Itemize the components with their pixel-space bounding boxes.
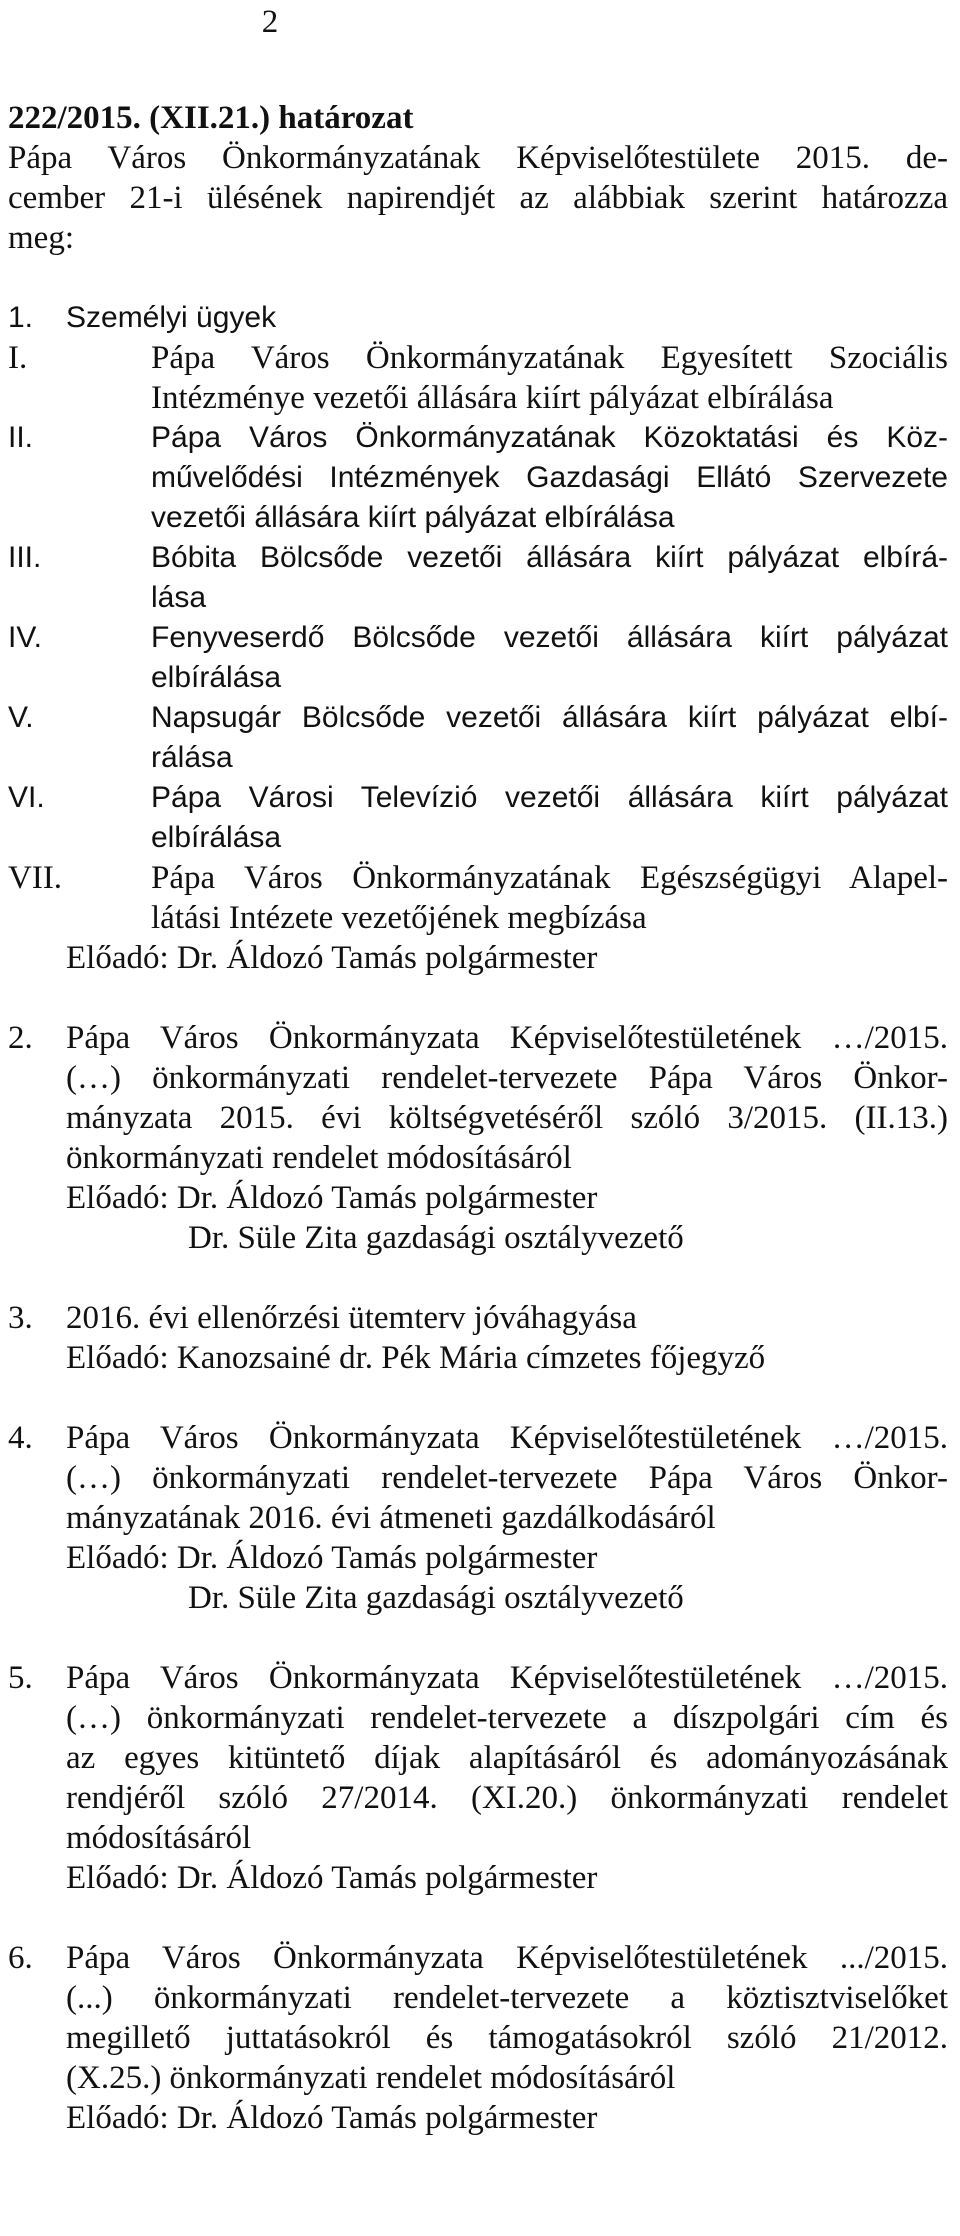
agenda-item-line: (…) önkormányzati rendelet-tervezete Pápa Város Önkor- [66, 1060, 948, 1096]
subitem-line: Pápa Város Önkormányzatának Egyesített Szociális [151, 340, 948, 376]
subitem-line: Pápa Város Önkormányzatának Közoktatási és Köz- [151, 421, 948, 454]
agenda-item-title: Személyi ügyek [66, 301, 277, 334]
agenda-item-line: rendjéről szóló 27/2014. (XI.20.) önkormányzati rendelet [66, 1780, 948, 1816]
agenda-item-number: 5. [8, 1660, 33, 1696]
roman-numeral: IV. [8, 621, 42, 654]
agenda-item-4 [8, 1418, 948, 1578]
agenda-item-3 [8, 1298, 948, 1378]
agenda-item-line: Pápa Város Önkormányzata Képviselőtestületének …/2015. [66, 1420, 948, 1456]
agenda-item-line: megillető juttatásokról és támogatásokról szóló 21/2012. [66, 2020, 948, 2056]
roman-numeral: III. [8, 541, 42, 574]
subitem-line: Intézménye vezetői állására kiírt pályázat elbírálása [151, 380, 834, 416]
agenda-item-line: 2016. évi ellenőrzési ütemterv jóváhagyása [66, 1300, 637, 1336]
agenda-item-line: (…) önkormányzati rendelet-tervezete a díszpolgári cím és [66, 1700, 948, 1736]
roman-numeral: V. [8, 701, 34, 734]
agenda-item-number: 4. [8, 1420, 33, 1456]
roman-numeral: II. [8, 421, 34, 454]
roman-numeral: VI. [8, 781, 45, 814]
subitem-2 [8, 418, 948, 538]
subitem-6 [8, 778, 948, 858]
resolution-title: 222/2015. (XII.21.) határozat [8, 100, 414, 136]
subitem-line: Napsugár Bölcsőde vezetői állására kiírt pályázat elbí- [151, 701, 948, 734]
agenda-item-number: 6. [8, 1940, 33, 1976]
document-body [8, 98, 948, 2138]
intro-line: cember 21-i ülésének napirendjét az alábbiak szerint határozza [8, 180, 948, 216]
agenda-item-line: mányzata 2015. évi költségvetéséről szóló 3/2015. (II.13.) [66, 1100, 948, 1136]
subitem-1 [8, 338, 948, 418]
roman-numeral: I. [8, 340, 28, 376]
intro-line: Pápa Város Önkormányzatának Képviselőtestülete 2015. de- [8, 140, 948, 176]
agenda-item-line: mányzatának 2016. évi átmeneti gazdálkodásáról [66, 1500, 716, 1536]
presenter-secondary: Dr. Süle Zita gazdasági osztályvezető [188, 1580, 684, 1616]
subitem-7 [8, 858, 948, 938]
agenda-item-number: 2. [8, 1020, 33, 1056]
presenter-secondary: Dr. Süle Zita gazdasági osztályvezető [188, 1220, 684, 1256]
presenter: Előadó: Dr. Áldozó Tamás polgármester [66, 940, 598, 976]
agenda-item-line: (X.25.) önkormányzati rendelet módosításáról [66, 2060, 676, 2096]
page-number: 2 [261, 4, 279, 40]
subitem-line: látási Intézete vezetőjének megbízása [151, 900, 647, 936]
presenter: Előadó: Dr. Áldozó Tamás polgármester [66, 1860, 598, 1896]
presenter: Előadó: Dr. Áldozó Tamás polgármester [66, 1180, 598, 1216]
subitem-line: művelődési Intézmények Gazdasági Ellátó Szervezete [151, 461, 948, 494]
agenda-item-5 [8, 1658, 948, 1898]
agenda-item-line: (...) önkormányzati rendelet-tervezete a köztisztviselőket [66, 1980, 948, 2016]
subitem-line: elbírálása [151, 821, 282, 854]
agenda-item-line: módosításáról [66, 1820, 252, 1856]
subitem-line: Bóbita Bölcsőde vezetői állására kiírt pályázat elbírá- [151, 541, 948, 574]
agenda-item-line: Pápa Város Önkormányzata Képviselőtestületének …/2015. [66, 1020, 948, 1056]
subitem-line: lása [151, 581, 207, 614]
agenda-item-2 [8, 1018, 948, 1218]
subitem-line: elbírálása [151, 661, 282, 694]
agenda-item-number: 1. [8, 301, 34, 334]
intro-line: meg: [8, 220, 74, 256]
agenda-item-1 [8, 298, 948, 338]
subitem-line: Pápa Város Önkormányzatának Egészségügyi Alapel- [151, 860, 948, 896]
agenda-item-line: (…) önkormányzati rendelet-tervezete Pápa Város Önkor- [66, 1460, 948, 1496]
subitem-line: Fenyveserdő Bölcsőde vezetői állására kiírt pályázat [151, 621, 948, 654]
agenda-item-line: önkormányzati rendelet módosításáról [66, 1140, 572, 1176]
agenda-item-number: 3. [8, 1300, 33, 1336]
agenda-item-6 [8, 1938, 948, 2138]
subitem-4 [8, 618, 948, 698]
presenter: Előadó: Kanozsainé dr. Pék Mária címzetes főjegyző [66, 1340, 766, 1376]
subitem-line: rálása [151, 741, 233, 774]
subitem-5 [8, 698, 948, 778]
presenter: Előadó: Dr. Áldozó Tamás polgármester [66, 2100, 598, 2136]
subitem-line: Pápa Városi Televízió vezetői állására kiírt pályázat [151, 781, 948, 814]
agenda-item-line: Pápa Város Önkormányzata Képviselőtestületének .../2015. [66, 1940, 948, 1976]
subitem-line: vezetői állására kiírt pályázat elbírálása [151, 501, 675, 534]
agenda-item-line: az egyes kitüntető díjak alapításáról és adományozásának [66, 1740, 948, 1776]
roman-numeral: VII. [8, 860, 63, 896]
agenda-item-line: Pápa Város Önkormányzata Képviselőtestületének …/2015. [66, 1660, 948, 1696]
subitem-3 [8, 538, 948, 618]
presenter: Előadó: Dr. Áldozó Tamás polgármester [66, 1540, 598, 1576]
